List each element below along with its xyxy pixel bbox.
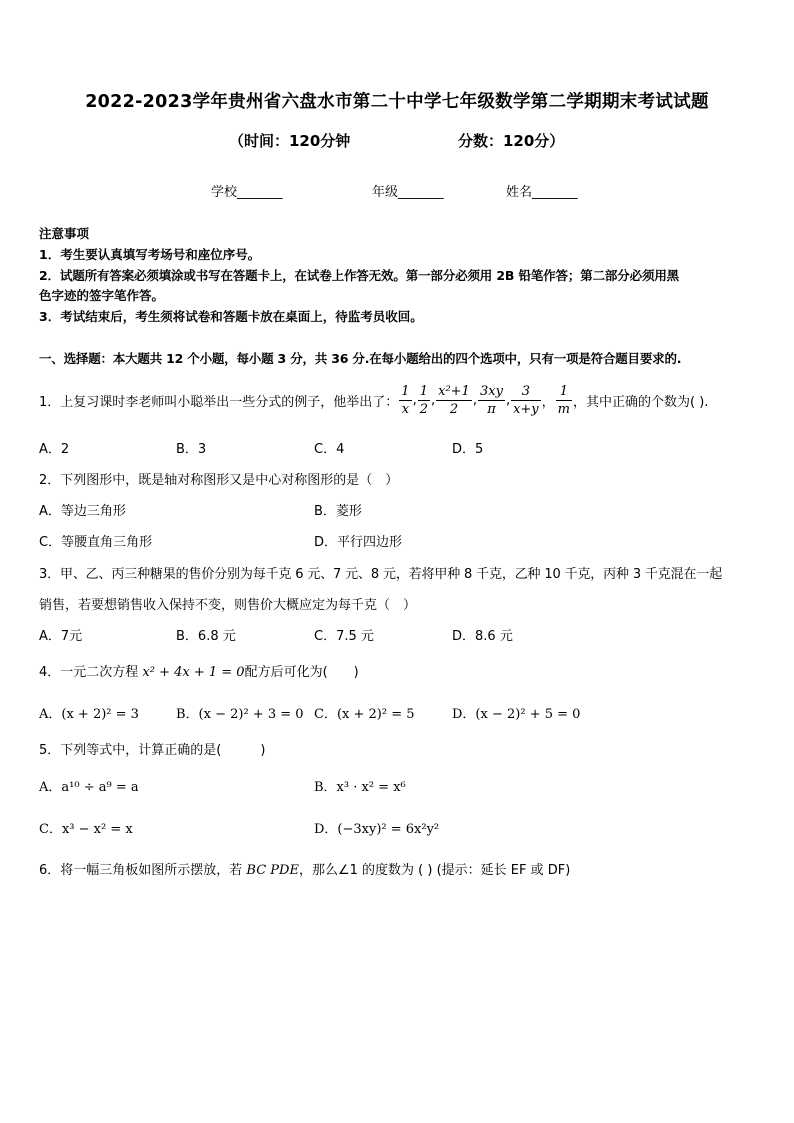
q3-option-b[interactable]: B．6.8 元 — [176, 629, 236, 644]
fraction-1: $\frac{1}{x}$ — [401, 383, 410, 417]
fraction-3: $\frac{\text{x²+1}}{2}$ — [438, 383, 470, 417]
name-field: 姓名_______ — [506, 185, 578, 200]
q2-option-d[interactable]: D．平行四边形 — [314, 535, 403, 550]
q4-option-a[interactable]: A．(x + 2)² = 3 — [39, 707, 139, 722]
q3-option-d[interactable]: D．8.6 元 — [452, 629, 513, 644]
q2-option-a[interactable]: A．等边三角形 — [39, 504, 126, 519]
q1-option-a[interactable]: A．2 — [39, 442, 70, 457]
fraction-6: $\frac{1}{m}$ — [557, 383, 570, 417]
q1-option-b[interactable]: B．3 — [176, 442, 207, 457]
note-item: 3．考试结束后，考生须将试卷和答题卡放在桌面上，待监考员收回。 — [39, 309, 423, 324]
note-item: 1．考生要认真填写考场号和座位序号。 — [39, 247, 261, 262]
grade-field: 年级_______ — [372, 185, 444, 200]
note-item: 2．试题所有答案必须填涂或书写在答题卡上，在试卷上作答无效。第一部分必须用 2B 铅笔作答；第二部分必须用黑 — [39, 268, 680, 283]
q3-option-a[interactable]: A．7元 — [39, 629, 83, 644]
q1-option-c[interactable]: C．4 — [314, 442, 345, 457]
q5-option-a[interactable]: A．a¹⁰ ÷ a⁹ = a — [39, 780, 139, 795]
q5-option-d[interactable]: D．(−3xy)² = 6x²y² — [314, 822, 440, 837]
q4-option-b[interactable]: B．(x − 2)² + 3 = 0 — [176, 707, 304, 722]
q3-option-c[interactable]: C．7.5 元 — [314, 629, 374, 644]
question-4-stem: 4．一元二次方程 x² + 4x + 1 = 0配方后可化为( ) — [39, 665, 359, 680]
school-field: 学校_______ — [211, 185, 283, 200]
fraction-5: $\frac{3}{x+y}$ — [513, 383, 539, 417]
exam-score: 分数：120分） — [458, 132, 565, 150]
exam-time: （时间：120分钟 — [229, 132, 351, 150]
q1-option-d[interactable]: D．5 — [452, 442, 484, 457]
q2-option-c[interactable]: C．等腰直角三角形 — [39, 535, 153, 550]
question-2-stem: 2．下列图形中，既是轴对称图形又是中心对称图形的是（ ） — [39, 473, 399, 488]
q5-option-c[interactable]: C．x³ − x² = x — [39, 822, 133, 837]
q2-option-b[interactable]: B．菱形 — [314, 504, 362, 519]
question-3-stem-line2: 销售，若要想销售收入保持不变，则售价大概应定为每千克（ ） — [39, 598, 417, 613]
q4-option-d[interactable]: D．(x − 2)² + 5 = 0 — [452, 707, 581, 722]
equation: x² + 4x + 1 = 0 — [142, 665, 245, 680]
note-item: 色字迹的签字笔作答。 — [39, 288, 165, 303]
question-5-stem: 5．下列等式中，计算正确的是( ) — [39, 743, 266, 758]
question-3-stem-line1: 3．甲、乙、丙三种糖果的售价分别为每千克 6 元、7 元、8 元，若将甲种 8 千克，乙种 10 千克，丙种 3 千克混在一起 — [39, 567, 723, 582]
question-1: 1．上复习课时李老师叫小聪举出一些分式的例子，他举出了： $\frac{1}{x}$ , $\frac{1}{2}$ , $\frac{\text{x²+1}}{2}$ , $\frac{3xy}{\pi}$ , $\frac{3}{x+y}$ ， $\frac{1}{m}$ ，其中正确的个数为( ). — [39, 383, 709, 417]
section-heading: 一、选择题：本大题共 12 个小题，每小题 3 分，共 36 分.在每小题给出的四个选项中，只有一项是符合题目要求的. — [39, 351, 682, 366]
q5-option-b[interactable]: B．x³ · x² = x⁶ — [314, 780, 406, 795]
page-title: 2022-2023学年贵州省六盘水市第二十中学七年级数学第二学期期末考试试题 — [85, 92, 709, 112]
q4-option-c[interactable]: C．(x + 2)² = 5 — [314, 707, 415, 722]
parallel-statement: BC PDE — [246, 863, 299, 878]
notes-heading: 注意事项 — [39, 226, 90, 241]
question-6-stem: 6．将一幅三角板如图所示摆放，若 BC PDE，那么∠1 的度数为 ( ) (提示：延长 EF 或 DF) — [39, 863, 571, 878]
fraction-2: $\frac{1}{2}$ — [419, 383, 428, 417]
question-1-suffix: ，其中正确的个数为( ). — [573, 394, 709, 410]
question-1-stem: 1．上复习课时李老师叫小聪举出一些分式的例子，他举出了： — [39, 394, 399, 410]
fraction-4: $\frac{3xy}{\pi}$ — [479, 383, 503, 417]
